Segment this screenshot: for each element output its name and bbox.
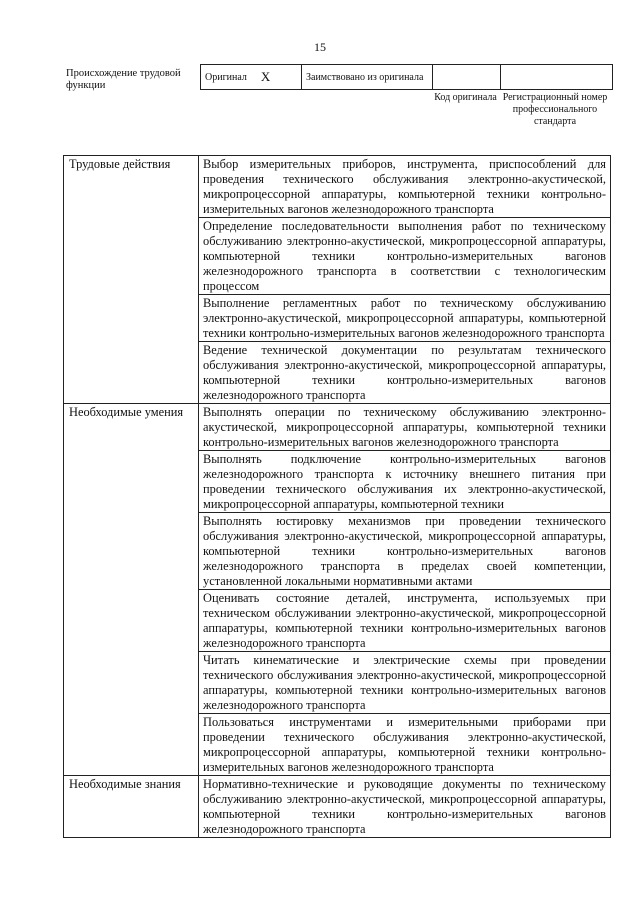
section-item: Ведение технической документации по результатам технического обслуживания электронно-акустической, микропроцессорной аппаратуры, компьютерной техники контрольно-измерительных вагонов железнодорожного транспорта xyxy=(199,342,611,404)
registration-number-cell xyxy=(501,65,613,90)
origin-label: Происхождение трудовой функции xyxy=(66,68,181,91)
section-heading: Необходимые знания xyxy=(64,776,199,838)
table-row xyxy=(64,156,611,218)
section-item: Определение последовательности выполнения работ по техническому обслуживанию электронно-акустической, микропроцессорной аппаратуры, компьютерной техники контрольно-измерительных вагонов железнодорожного транспорта в соответствии с технологическим процессом xyxy=(199,218,611,295)
section-item: Нормативно-технические и руководящие документы по техническому обслуживанию электронно-акустической, микропроцессорной аппаратуры, компьютерной техники контрольно-измерительных вагонов железнодорожного транспорта xyxy=(199,776,611,838)
section-item: Выбор измерительных приборов, инструмента, приспособлений для проведения технического обслуживания электронно-акустической, микропроцессорной аппаратуры, компьютерной техники контрольно-измерительных вагонов железнодорожного транспорта xyxy=(199,156,611,218)
original-cell xyxy=(201,65,302,90)
section-item: Читать кинематические и электрические схемы при проведении технического обслуживания электронно-акустической, микропроцессорной аппаратуры, компьютерной техники контрольно-измерительных вагонов железнодорожного транспорта xyxy=(199,652,611,714)
section-item: Выполнять юстировку механизмов при проведении технического обслуживания электронно-акустической, микропроцессорной аппаратуры, компьютерной техники контрольно-измерительных вагонов железнодорожного транспорта в пределах своей компетенции, установленной локальными нормативными актами xyxy=(199,513,611,590)
labor-function-table xyxy=(63,155,611,838)
section-item: Оценивать состояние деталей, инструмента, используемых при техническом обслуживании электронно-акустической, микропроцессорной аппаратуры, компьютерной техники контрольно-измерительных вагонов железнодорожного транспорта xyxy=(199,590,611,652)
origin-table xyxy=(200,64,613,90)
borrowed-label: Заимствовано из оригинала xyxy=(302,65,433,90)
section-item: Выполнять операции по техническому обслуживанию электронно-акустической, микропроцессорной аппаратуры, компьютерной техники контрольно-измерительных вагонов железнодорожного транспорта xyxy=(199,404,611,451)
registration-caption: Регистрационный номер профессионального стандарта xyxy=(502,92,608,127)
original-mark: X xyxy=(260,69,271,84)
table-row xyxy=(64,404,611,451)
original-code-cell xyxy=(433,65,501,90)
section-item: Пользоваться инструментами и измерительными приборами при проведении технического обслуживания электронно-акустической, микропроцессорной аппаратуры, компьютерной техники контрольно-измерительных вагонов железнодорожного транспорта xyxy=(199,714,611,776)
page-number: 15 xyxy=(314,40,326,54)
section-heading: Трудовые действия xyxy=(64,156,199,404)
section-item: Выполнение регламентных работ по техническому обслуживанию электронно-акустической, микропроцессорной аппаратуры, компьютерной техники контрольно-измерительных вагонов железнодорожного транспорта xyxy=(199,295,611,342)
original-label: Оригинал xyxy=(205,71,247,83)
section-item: Выполнять подключение контрольно-измерительных вагонов железнодорожного транспорта к источнику внешнего питания при проведении технического обслуживания их электронно-акустической, микропроцессорной аппаратуры, компьютерной техники xyxy=(199,451,611,513)
code-caption: Код оригинала xyxy=(434,92,497,103)
table-row xyxy=(64,776,611,838)
section-heading: Необходимые умения xyxy=(64,404,199,776)
